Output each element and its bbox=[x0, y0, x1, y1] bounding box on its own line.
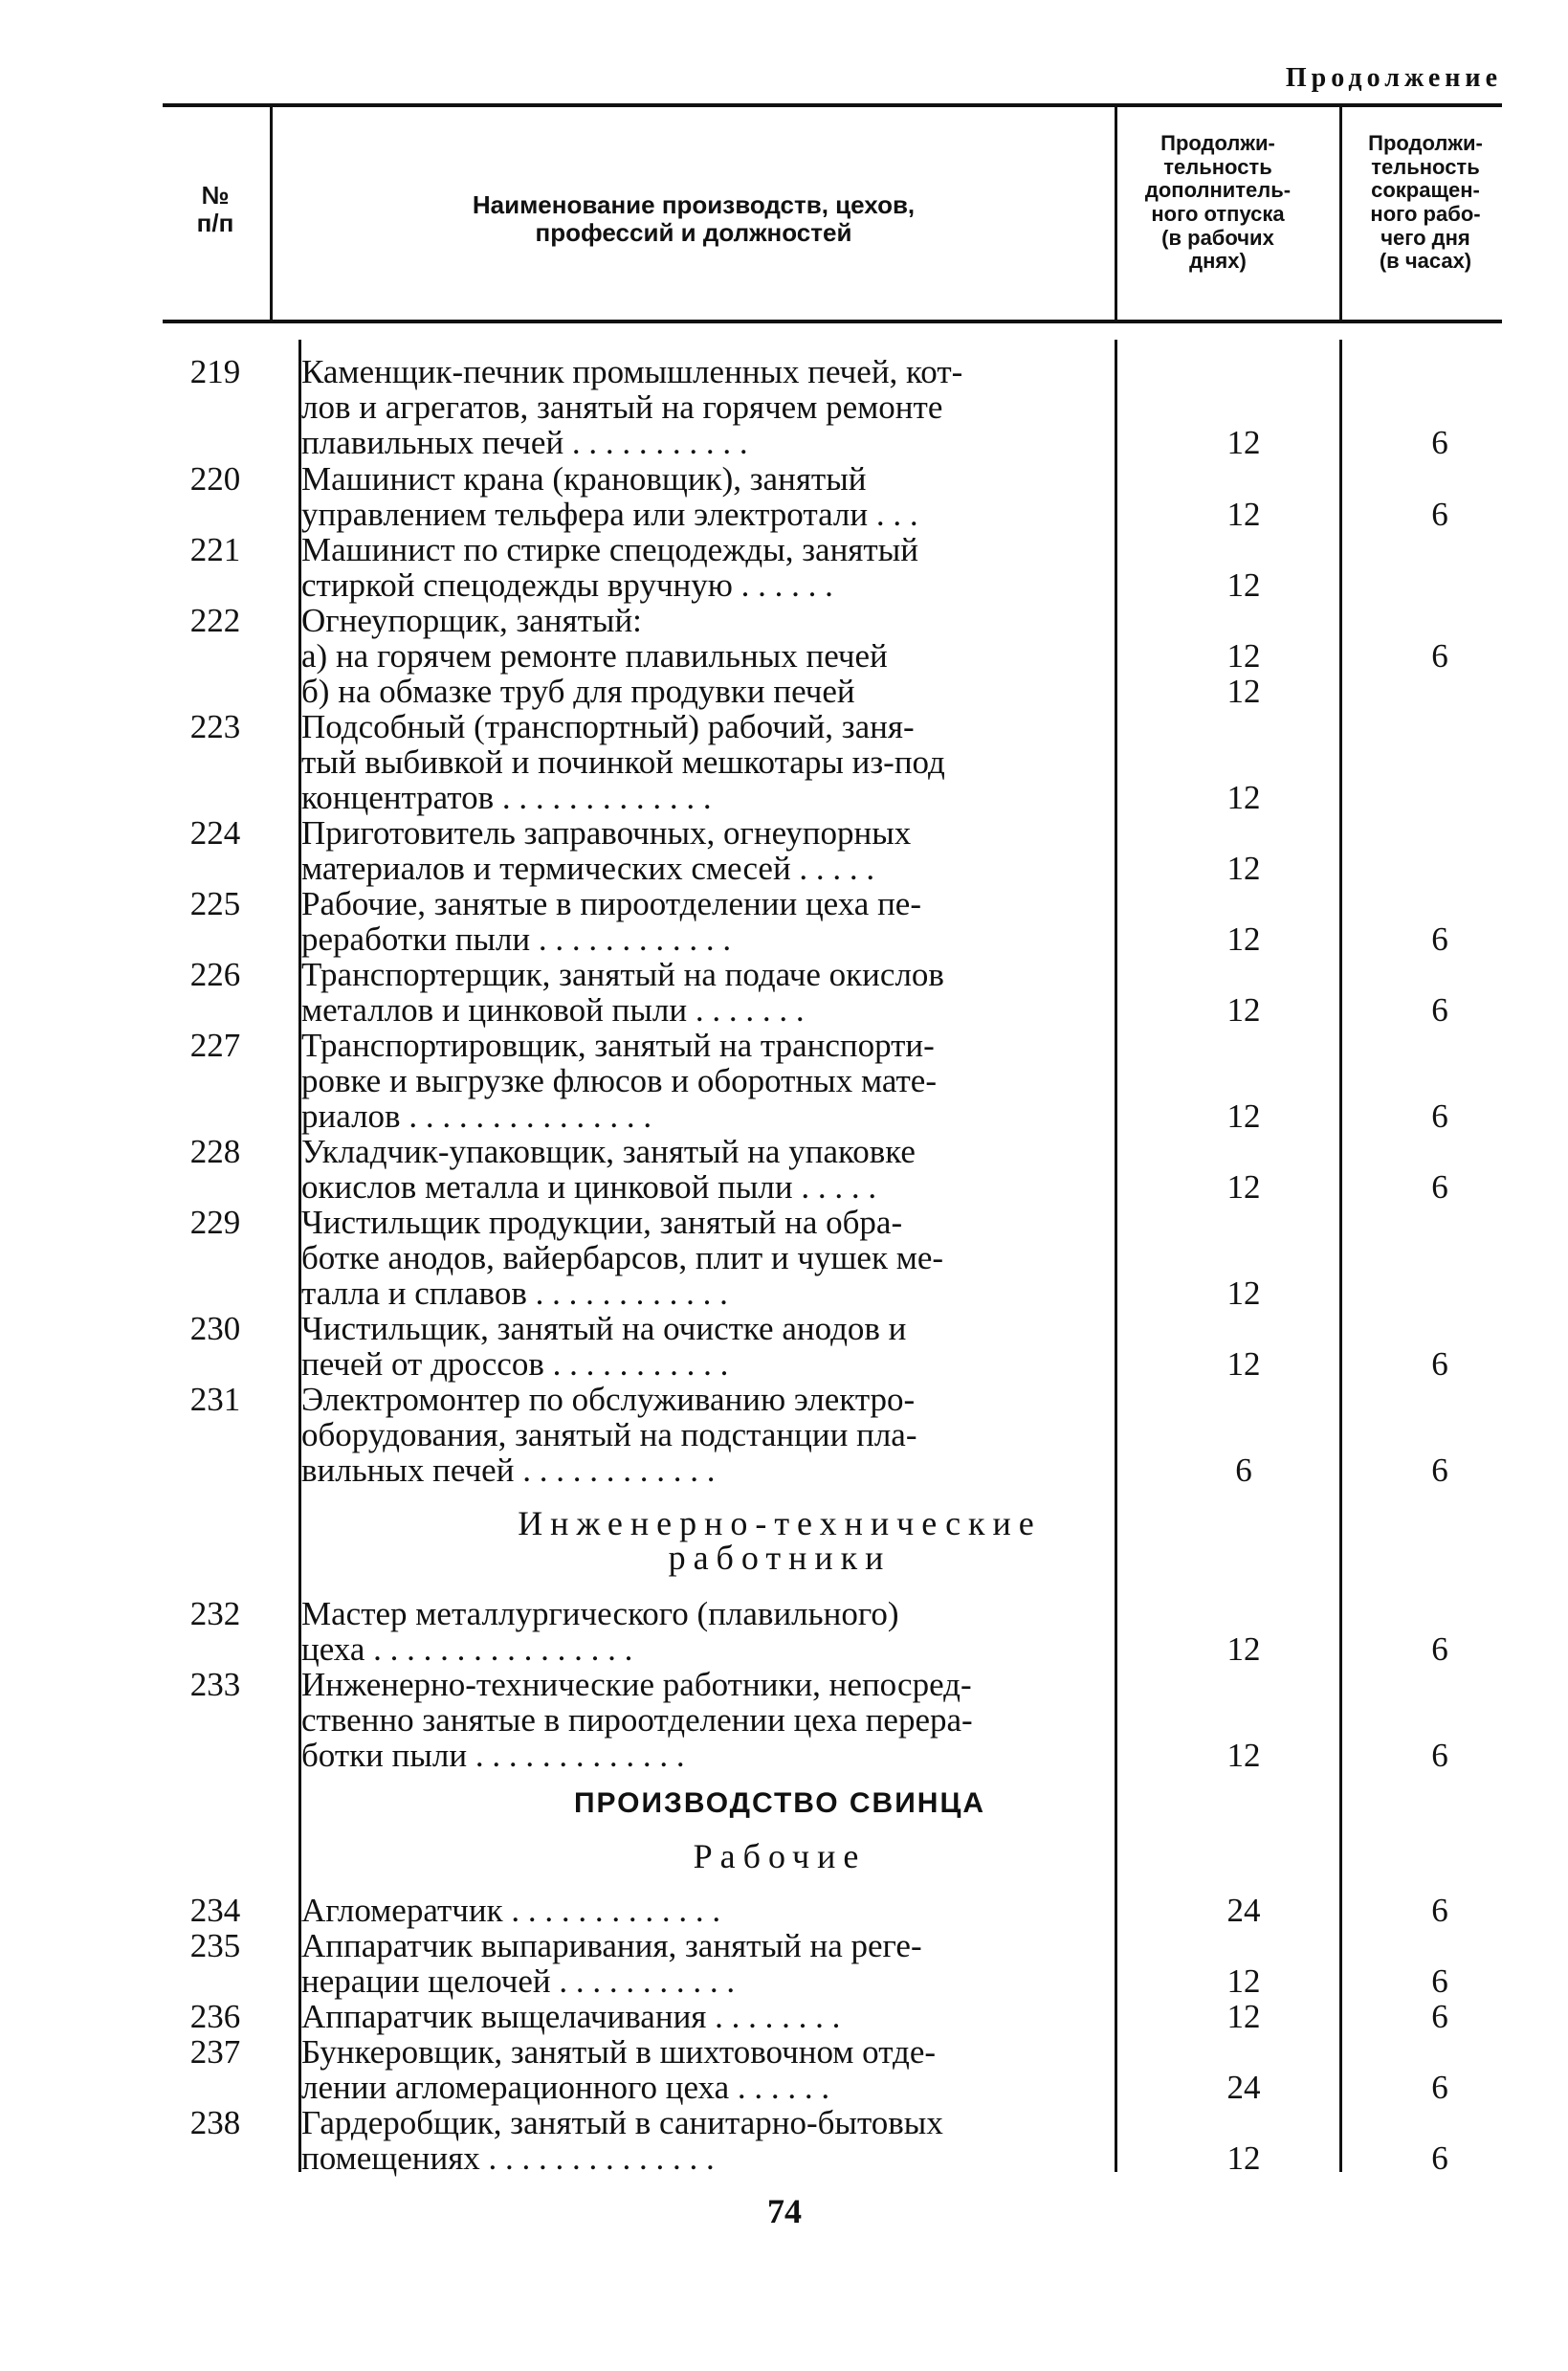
row-hours: 6 bbox=[1431, 2069, 1448, 2106]
row-name: Рабочие, занятые в пироотделении цеха пе- реработки пыли . . . . . . . . . . . . bbox=[301, 885, 921, 958]
row-hours: 6 bbox=[1431, 1962, 1448, 2000]
row-leave: 12 bbox=[1226, 1630, 1261, 1668]
row-name: Бункеровщик, занятый в шихтовочном отде- лении агломерационного цеха . . . . . . bbox=[301, 2033, 937, 2106]
row-number: 230 bbox=[189, 1310, 241, 1347]
row-name: Транспортерщик, занятый на подаче окислов металлов и цинковой пыли . . . . . . . bbox=[301, 956, 944, 1029]
row-hours: 6 bbox=[1431, 2139, 1448, 2177]
row-name: Подсобный (транспортный) рабочий, заня- тый выбивкой и починкой мешкотары из-под концентратов . . . . . . . . . . . . . bbox=[301, 708, 945, 816]
row-name: б) на обмазке труб для продувки печей bbox=[301, 673, 855, 710]
row-hours: 6 bbox=[1431, 1630, 1448, 1668]
row-leave: 12 bbox=[1226, 1998, 1261, 2035]
row-name: Электромонтер по обслуживанию электро- оборудования, занятый на подстанции пла- вильных печей . . . . . . . . . . . . bbox=[301, 1381, 917, 1489]
row-number: 219 bbox=[189, 353, 241, 390]
row-number: 229 bbox=[189, 1204, 241, 1241]
row-leave: 12 bbox=[1226, 424, 1261, 461]
table-header-rule bbox=[163, 320, 1502, 323]
row-leave: 12 bbox=[1226, 637, 1261, 675]
row-name: Каменщик-печник промышленных печей, кот- лов и агрегатов, занятый на горячем ремонте плавильных печей . . . . . . . . . . . bbox=[301, 353, 963, 461]
row-hours: 6 bbox=[1431, 1737, 1448, 1774]
row-number: 224 bbox=[189, 814, 241, 852]
row-number: 226 bbox=[189, 956, 241, 993]
row-name: Огнеупорщик, занятый: bbox=[301, 602, 642, 639]
column-divider-3 bbox=[1339, 107, 1342, 320]
row-hours: 6 bbox=[1431, 1097, 1448, 1135]
column-divider-1 bbox=[270, 107, 273, 320]
row-name: Мастер металлургического (плавильного) цеха . . . . . . . . . . . . . . . . bbox=[301, 1595, 899, 1668]
row-hours: 6 bbox=[1431, 991, 1448, 1029]
row-hours: 6 bbox=[1431, 1451, 1448, 1489]
row-leave: 24 bbox=[1226, 2069, 1261, 2106]
section-heading-lead-production: ПРОИЗВОДСТВО СВИНЦА bbox=[573, 1787, 986, 1819]
row-leave: 12 bbox=[1226, 991, 1261, 1029]
row-name: Приготовитель заправочных, огнеупорных материалов и термических смесей . . . . . bbox=[301, 814, 912, 887]
row-name: Транспортировщик, занятый на транспорти- ровке и выгрузке флюсов и оборотных мате- риалов . . . . . . . . . . . . . . . bbox=[301, 1027, 937, 1135]
row-number: 222 bbox=[189, 602, 241, 639]
row-hours: 6 bbox=[1431, 1168, 1448, 1206]
row-number: 233 bbox=[189, 1666, 241, 1703]
row-name: Гардеробщик, занятый в санитарно-бытовых помещениях . . . . . . . . . . . . . . bbox=[301, 2104, 943, 2177]
row-name: а) на горячем ремонте плавильных печей bbox=[301, 637, 888, 675]
row-hours: 6 bbox=[1431, 1998, 1448, 2035]
header-leave-duration: Продолжи- тельность дополнитель- ного отпуска (в рабочих днях) bbox=[1144, 131, 1292, 274]
row-leave: 6 bbox=[1235, 1451, 1252, 1489]
row-number: 238 bbox=[189, 2104, 241, 2141]
row-hours: 6 bbox=[1431, 1892, 1448, 1929]
row-leave: 12 bbox=[1226, 2139, 1261, 2177]
row-hours: 6 bbox=[1431, 1345, 1448, 1383]
row-number: 221 bbox=[189, 531, 241, 568]
header-number: № п/п bbox=[196, 181, 234, 238]
row-number: 235 bbox=[189, 1927, 241, 1964]
row-number: 227 bbox=[189, 1027, 241, 1064]
row-name: Машинист крана (крановщик), занятый управлением тельфера или электротали . . . bbox=[301, 460, 918, 533]
row-number: 231 bbox=[189, 1381, 241, 1418]
row-number: 236 bbox=[189, 1998, 241, 2035]
row-name: Агломератчик . . . . . . . . . . . . . bbox=[301, 1892, 721, 1929]
row-number: 237 bbox=[189, 2033, 241, 2071]
row-leave: 12 bbox=[1226, 779, 1261, 816]
row-leave: 12 bbox=[1226, 1962, 1261, 2000]
row-number: 232 bbox=[189, 1595, 241, 1632]
row-name: Чистильщик продукции, занятый на обра- ботке анодов, вайербарсов, плит и чушек ме- талла и сплавов . . . . . . . . . . . . bbox=[301, 1204, 944, 1312]
page-number: 74 bbox=[767, 2192, 802, 2230]
row-number: 228 bbox=[189, 1133, 241, 1170]
row-name: Машинист по стирке спецодежды, занятый стиркой спецодежды вручную . . . . . . bbox=[301, 531, 918, 604]
row-leave: 12 bbox=[1226, 1345, 1261, 1383]
row-leave: 12 bbox=[1226, 1097, 1261, 1135]
row-name: Укладчик-упаковщик, занятый на упаковке окислов металла и цинковой пыли . . . . . bbox=[301, 1133, 916, 1206]
row-hours: 6 bbox=[1431, 424, 1448, 461]
section-heading-engineers bbox=[301, 1506, 1258, 1575]
row-number: 234 bbox=[189, 1892, 241, 1929]
row-hours: 6 bbox=[1431, 496, 1448, 533]
section-heading-line-2: работники bbox=[668, 1539, 892, 1577]
row-name: Инженерно-технические работники, непосред- ственно занятые в пироотделении цеха перера- ботки пыли . . . . . . . . . . . . . bbox=[301, 1666, 973, 1774]
continued-label: Продолжение bbox=[1285, 63, 1502, 93]
row-name: Аппаратчик выпаривания, занятый на реге- нерации щелочей . . . . . . . . . . . bbox=[301, 1927, 922, 2000]
row-leave: 12 bbox=[1226, 1168, 1261, 1206]
row-number: 223 bbox=[189, 708, 241, 745]
section-heading-workers: Рабочие bbox=[693, 1837, 867, 1875]
table-top-rule bbox=[163, 103, 1502, 107]
row-leave: 12 bbox=[1226, 920, 1261, 958]
row-name: Чистильщик, занятый на очистке анодов и печей от дроссов . . . . . . . . . . . bbox=[301, 1310, 907, 1383]
header-short-day: Продолжи- тельность сокращен- ного рабо- чего дня (в часах) bbox=[1368, 131, 1483, 274]
header-name: Наименование производств, цехов, профессий и должностей bbox=[472, 190, 916, 248]
row-number: 220 bbox=[189, 460, 241, 498]
row-leave: 12 bbox=[1226, 1274, 1261, 1312]
row-hours: 6 bbox=[1431, 637, 1448, 675]
row-name: Аппаратчик выщелачивания . . . . . . . . bbox=[301, 1998, 841, 2035]
row-number: 225 bbox=[189, 885, 241, 922]
row-leave: 12 bbox=[1226, 496, 1261, 533]
row-leave: 12 bbox=[1226, 1737, 1261, 1774]
row-leave: 12 bbox=[1226, 850, 1261, 887]
row-leave: 12 bbox=[1226, 673, 1261, 710]
section-heading-line-1: Инженерно-технические bbox=[518, 1504, 1042, 1542]
row-leave: 24 bbox=[1226, 1892, 1261, 1929]
row-hours: 6 bbox=[1431, 920, 1448, 958]
row-leave: 12 bbox=[1226, 566, 1261, 604]
